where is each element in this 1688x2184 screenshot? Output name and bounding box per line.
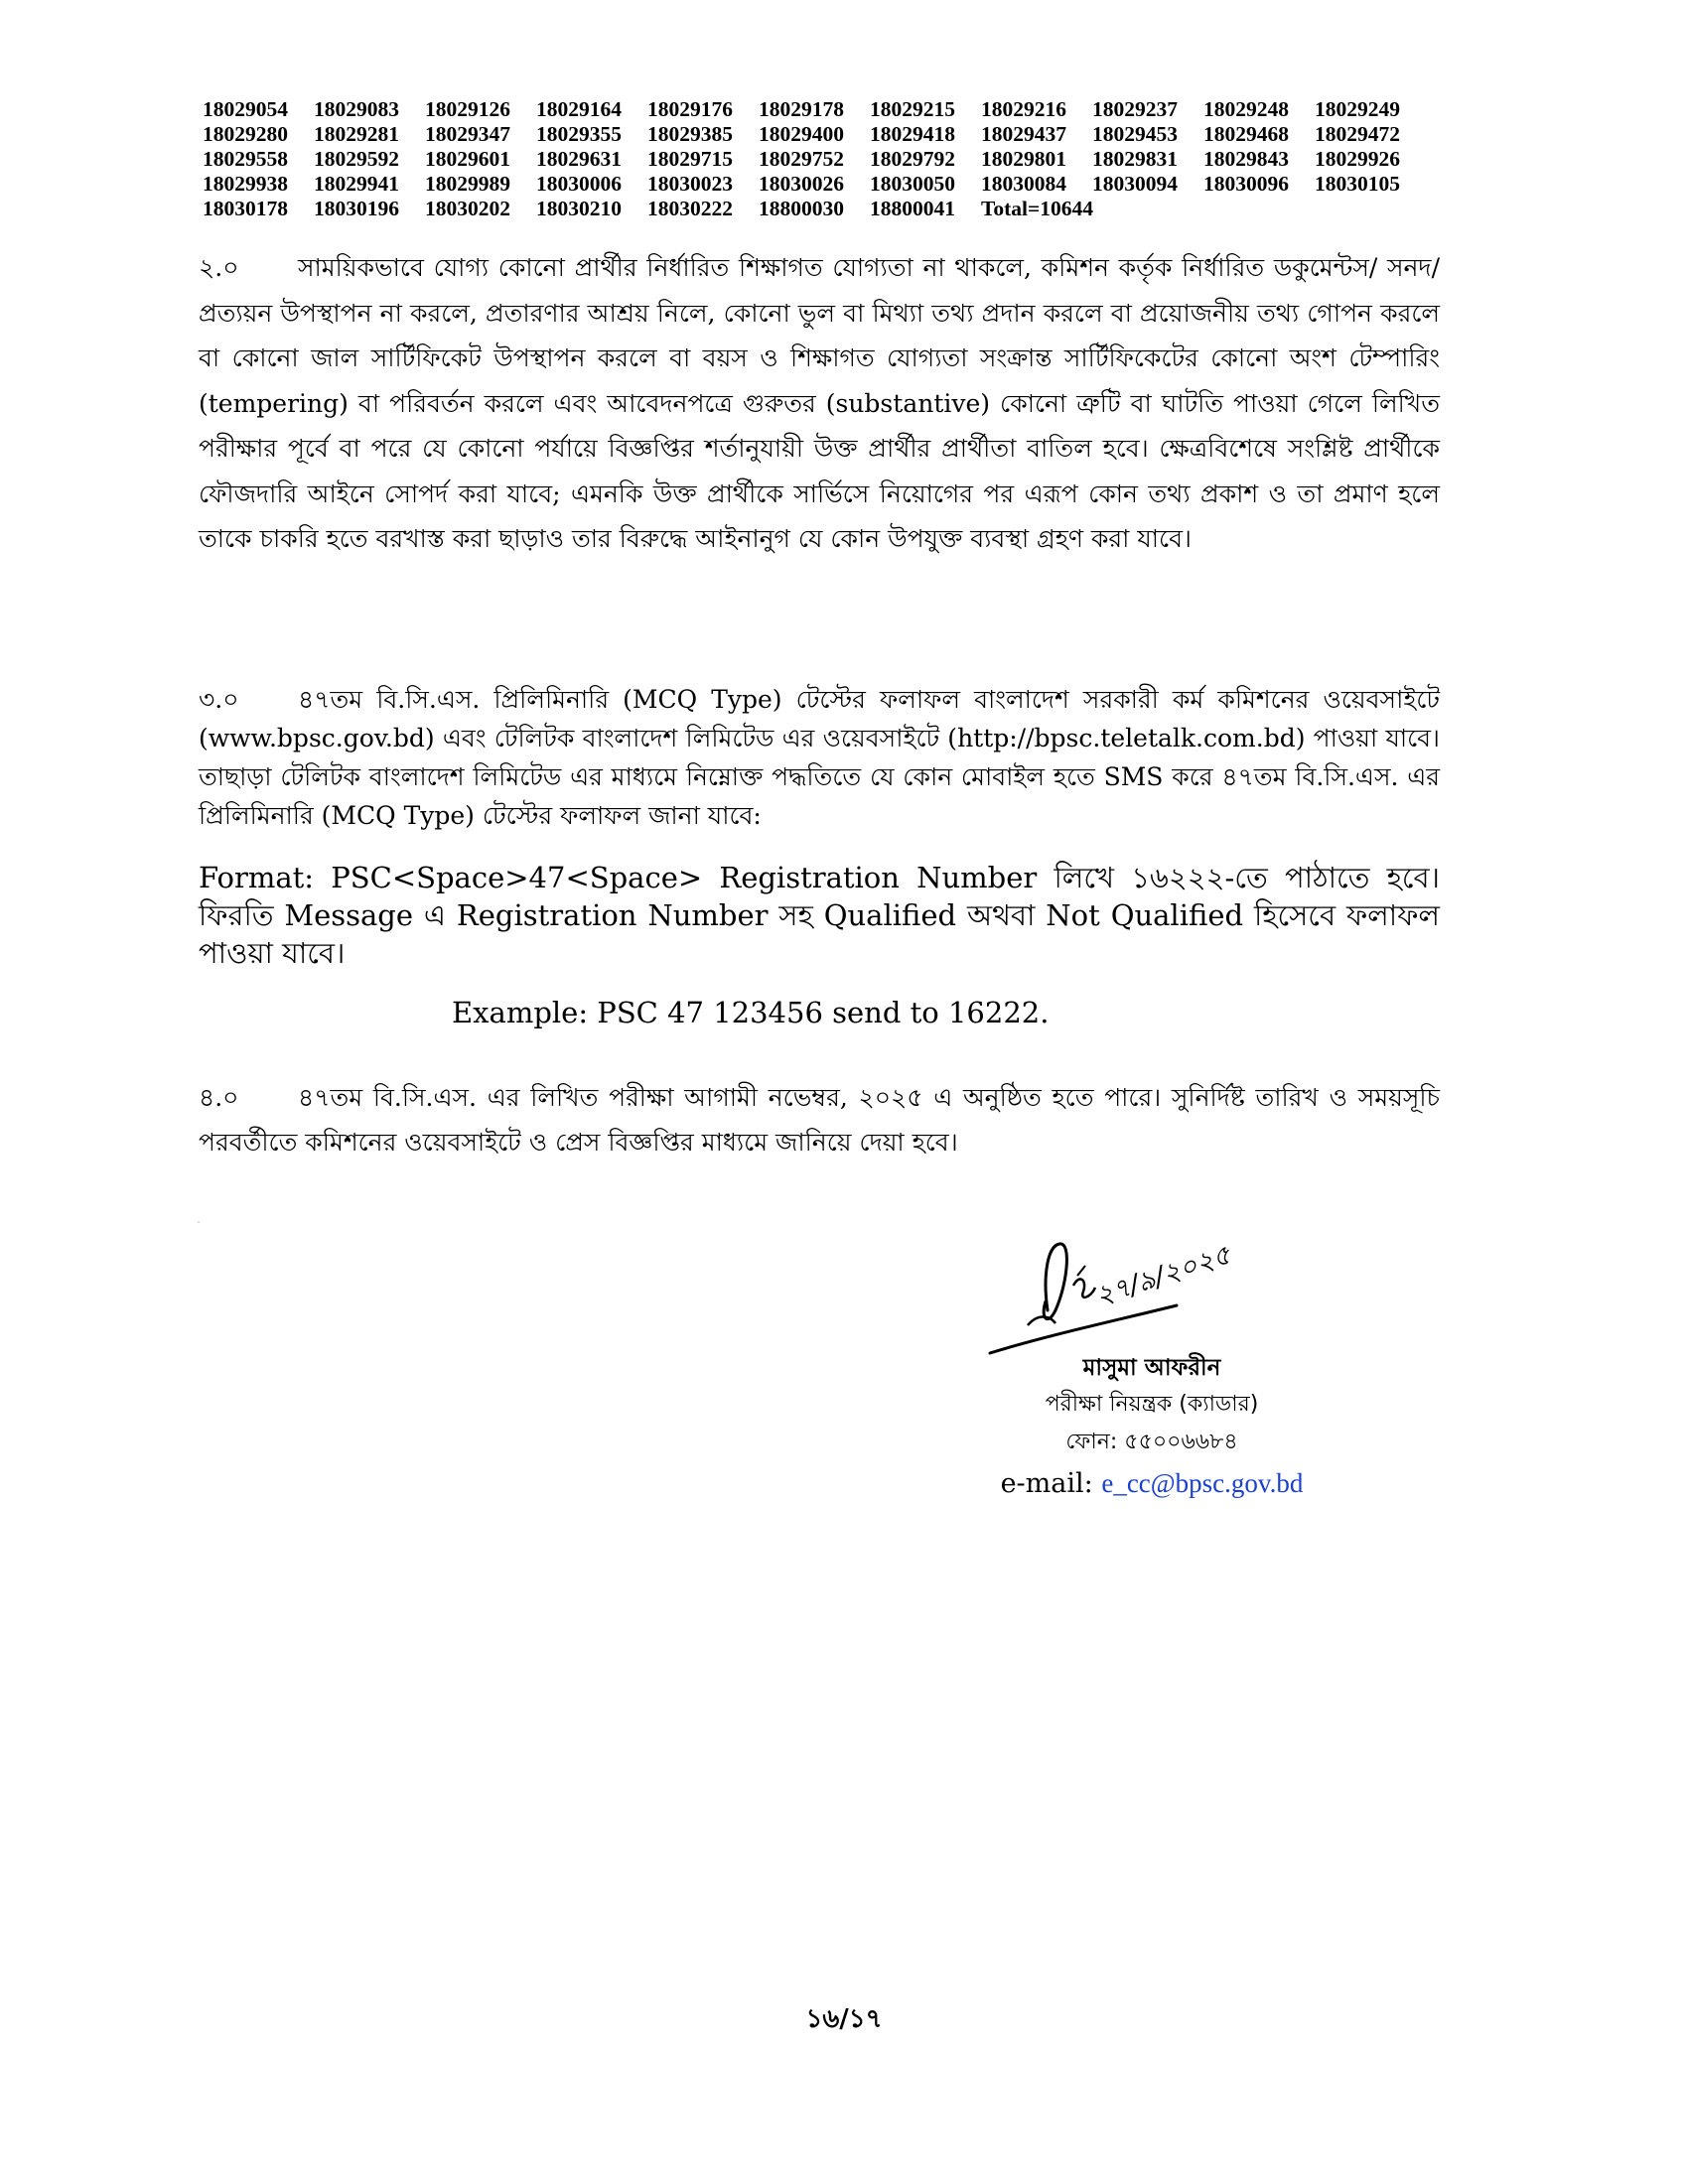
roll-number: 18030096 [1203, 172, 1289, 196]
roll-number: 18030210 [536, 197, 622, 220]
roll-number-row [203, 147, 1493, 172]
roll-number: 18029558 [203, 147, 288, 171]
roll-number: 18029164 [536, 97, 622, 121]
roll-number: 18029281 [314, 122, 399, 146]
page-number: ১৬/১৭ [805, 2004, 883, 2034]
section-3-number: ৩.০ [199, 685, 239, 714]
roll-number: 18029752 [759, 147, 844, 171]
roll-number: 18029176 [647, 97, 733, 121]
section-2-number: ২.০ [199, 253, 239, 282]
roll-total: Total=10644 [981, 197, 1094, 220]
roll-number-list [203, 97, 1493, 221]
roll-number: 18030178 [203, 197, 288, 220]
signatory-designation: পরীক্ষা নিয়ন্ত্রক (ক্যাডার) [1045, 1392, 1259, 1417]
roll-number: 18029831 [1092, 147, 1178, 171]
section-4-paragraph [199, 1075, 1440, 1164]
roll-number: 18029385 [647, 122, 733, 146]
roll-number: 18029248 [1203, 97, 1289, 121]
roll-number: 18029215 [870, 97, 955, 121]
roll-number: 18029843 [1203, 147, 1289, 171]
sms-format-text: Format: PSC<Space>47<Space> Registration Number লিখে ১৬২২২-তে পাঠাতে হবে। ফিরতি Message এ Registration Number সহ Qualified অথবা Not Qualified হিসেবে ফলাফল পাওয়া যাবে। [199, 861, 1440, 970]
roll-number: 18029941 [314, 172, 399, 196]
roll-number: 18029592 [314, 147, 399, 171]
roll-number: 18029989 [425, 172, 510, 196]
section-3-paragraph [199, 680, 1440, 835]
roll-number: 18029347 [425, 122, 510, 146]
roll-number: 18030023 [647, 172, 733, 196]
roll-number: 18029468 [1203, 122, 1289, 146]
roll-number: 18030094 [1092, 172, 1178, 196]
roll-number: 18029126 [425, 97, 510, 121]
roll-number: 18030202 [425, 197, 510, 220]
signature-date: ২৭/৯/২০২৫ [1091, 1239, 1235, 1312]
roll-number: 18029715 [647, 147, 733, 171]
roll-number: 18030026 [759, 172, 844, 196]
sms-example: Example: PSC 47 123456 send to 16222. [452, 996, 1050, 1029]
roll-number-row [203, 97, 1493, 122]
roll-number-row [203, 197, 1493, 221]
roll-number: 18029280 [203, 122, 288, 146]
roll-number: 18029054 [203, 97, 288, 121]
roll-number: 18029355 [536, 122, 622, 146]
section-4-text: ৪৭তম বি.সি.এস. এর লিখিত পরীক্ষা আগামী নভেম্বর, ২০২৫ এ অনুষ্ঠিত হতে পারে। সুনির্দিষ্ট তারিখ ও সময়সূচি পরবর্তীতে কমিশনের ওয়েবসাইটে ও প্রেস বিজ্ঞপ্তির মাধ্যমে জানিয়ে দেয়া হবে। [199, 1083, 1440, 1157]
email-label: e-mail: [1000, 1468, 1093, 1499]
signatory-name: মাসুমা আফরীন [1082, 1355, 1221, 1381]
roll-number: 18030050 [870, 172, 955, 196]
handwritten-signature [988, 1236, 1286, 1355]
roll-number: 18029178 [759, 97, 844, 121]
section-2-paragraph [199, 245, 1440, 562]
roll-number: 18029418 [870, 122, 955, 146]
roll-number: 18029249 [1315, 97, 1400, 121]
roll-number: 18029601 [425, 147, 510, 171]
section-4-number: ৪.০ [199, 1083, 239, 1112]
roll-number: 18029453 [1092, 122, 1178, 146]
roll-number: 18030084 [981, 172, 1066, 196]
roll-number: 18029237 [1092, 97, 1178, 121]
signatory-block [943, 1350, 1360, 1506]
signatory-email-line [943, 1461, 1360, 1506]
roll-number: 18029472 [1315, 122, 1400, 146]
roll-number: 18800030 [759, 197, 844, 220]
section-2-text: সাময়িকভাবে যোগ্য কোনো প্রার্থীর নির্ধারিত শিক্ষাগত যোগ্যতা না থাকলে, কমিশন কর্তৃক নির্ধারিত ডকুমেন্টস/ সনদ/প্রত্যয়ন উপস্থাপন না করলে, প্রতারণার আশ্রয় নিলে, কোনো ভুল বা মিথ্যা তথ্য প্রদান করলে বা প্রয়োজনীয় তথ্য গোপন করলে বা কোনো জাল সার্টিফিকেট উপস্থাপন করলে বা বয়স ও শিক্ষাগত যোগ্যতা সংক্রান্ত সার্টিফিকেটের কোনো অংশ টেম্পারিং (tempering) বা পরিবর্তন করলে এবং আবেদনপত্রে গুরুতর (substantive) কোনো ত্রুটি বা ঘাটতি পাওয়া গেলে লিখিত পরীক্ষার পূর্বে বা পরে যে কোনো পর্যায়ে বিজ্ঞপ্তির শর্তানুযায়ী উক্ত প্রার্থীর প্রার্থীতা বাতিল হবে। ক্ষেত্রবিশেষে সংশ্লিষ্ট প্রার্থীকে ফৌজদারি আইনে সোপর্দ করা যাবে; এমনকি উক্ত প্রার্থীকে সার্ভিসে নিয়োগের পর এরূপ কোন তথ্য প্রকাশ ও তা প্রমাণ হলে তাকে চাকরি হতে বরখাস্ত করা ছাড়াও তার বিরুদ্ধে আইনানুগ যে কোন উপযুক্ত ব্যবস্থা গ্রহণ করা যাবে। [199, 253, 1440, 553]
roll-number-row [203, 122, 1493, 147]
roll-number: 18029926 [1315, 147, 1400, 171]
section-3-text: ৪৭তম বি.সি.এস. প্রিলিমিনারি (MCQ Type) টেস্টের ফলাফল বাংলাদেশ সরকারী কর্ম কমিশনের ওয়েবসাইটে (www.bpsc.gov.bd) এবং টেলিটক বাংলাদেশ লিমিটেড এর ওয়েবসাইটে (http://bpsc.teletalk.com.bd) পাওয়া যাবে। তাছাড়া টেলিটক বাংলাদেশ লিমিটেড এর মাধ্যমে নিম্নোক্ত পদ্ধতিতে যে কোন মোবাইল হতে SMS করে ৪৭তম বি.সি.এস. এর প্রিলিমিনারি (MCQ Type) টেস্টের ফলাফল জানা যাবে: [199, 685, 1440, 830]
scan-dot [198, 1221, 200, 1223]
signatory-phone: ফোন: ৫৫০০৬৬৮৪ [1065, 1430, 1238, 1454]
roll-number: 18030222 [647, 197, 733, 220]
roll-number: 18029938 [203, 172, 288, 196]
sms-format-paragraph [199, 859, 1440, 972]
roll-number: 18029792 [870, 147, 955, 171]
roll-number: 18029801 [981, 147, 1066, 171]
roll-number: 18029216 [981, 97, 1066, 121]
roll-number: 18029400 [759, 122, 844, 146]
roll-number: 18030006 [536, 172, 622, 196]
roll-number: 18030105 [1315, 172, 1400, 196]
roll-number: 18029437 [981, 122, 1066, 146]
roll-number: 18030196 [314, 197, 399, 220]
roll-number-row [203, 172, 1493, 197]
roll-number: 18800041 [870, 197, 955, 220]
email-link[interactable]: e_cc@bpsc.gov.bd [1101, 1468, 1304, 1498]
roll-number: 18029083 [314, 97, 399, 121]
roll-number: 18029631 [536, 147, 622, 171]
